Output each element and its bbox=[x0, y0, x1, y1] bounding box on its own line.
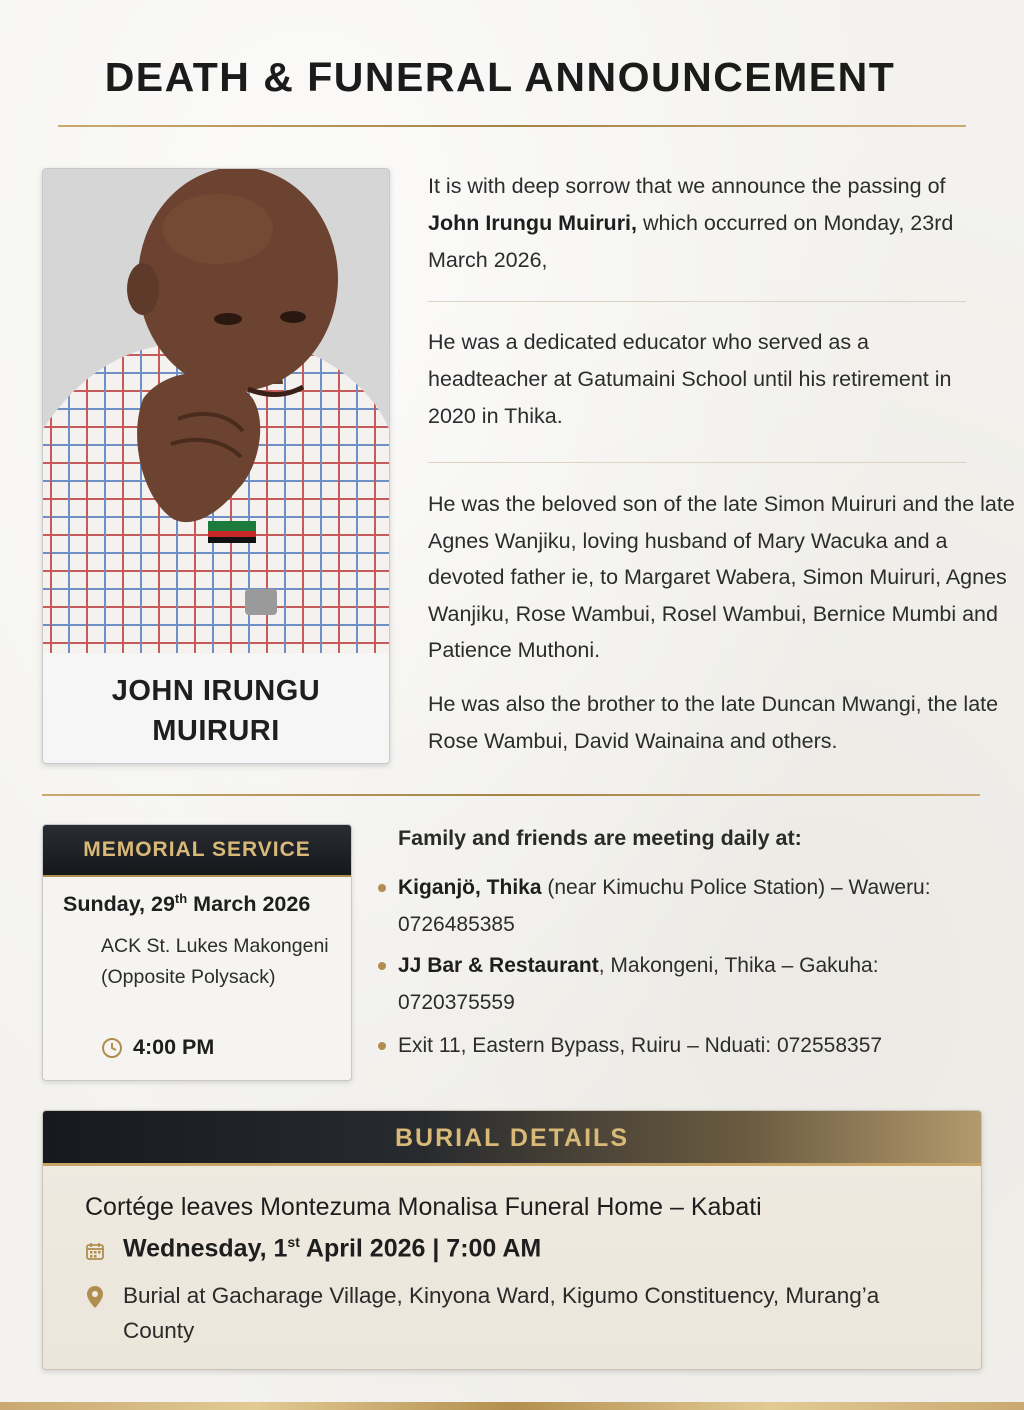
meeting-title: Family and friends are meeting daily at: bbox=[398, 826, 802, 850]
burial-date-rest: April 2026 | 7:00 AM bbox=[299, 1234, 542, 1263]
meeting-place-detail: (near Kimuchu Police Station) – Waweru: 0726485385 bbox=[398, 876, 931, 936]
meeting-item bbox=[398, 1028, 998, 1065]
bio-paragraph-career: He was a dedicated educator who served as a headteacher at Gatumaini School until his retirement in 2020 in Thika. bbox=[428, 330, 952, 428]
cortege-info: Cortége leaves Montezuma Monalisa Funeral Home – Kabati bbox=[85, 1193, 762, 1221]
portrait-name-line2: MUIRURI bbox=[152, 715, 280, 747]
portrait-card bbox=[42, 168, 390, 764]
calendar-icon bbox=[85, 1241, 105, 1261]
memorial-date-rest: March 2026 bbox=[187, 892, 311, 917]
burial-date-time bbox=[123, 1234, 541, 1263]
memorial-service-heading: MEMORIAL SERVICE bbox=[43, 825, 351, 877]
bullet-icon bbox=[378, 1042, 386, 1050]
meeting-place-detail: Exit 11, Eastern Bypass, Ruiru – Nduati: 072558357 bbox=[398, 1034, 883, 1057]
page-title: DEATH & FUNERAL ANNOUNCEMENT bbox=[104, 54, 896, 100]
meeting-place-name: JJ Bar & Restaurant bbox=[398, 954, 599, 977]
bio-paragraph-announcement bbox=[428, 168, 968, 279]
bio-divider bbox=[428, 301, 966, 302]
portrait-name-line1: JOHN IRUNGU bbox=[111, 675, 321, 707]
bullet-icon bbox=[378, 884, 386, 892]
bio-paragraph-family: He was the beloved son of the late Simon Muiruri and the late Agnes Wanjiku, loving husband of Mary Wacuka and a devoted father ie, to Margaret Wabera, Simon Muiruri, Agnes Wanjiku, Rose Wambui, Rosel Wambui, Bernice Mumbi and Patience Muthoni. bbox=[428, 492, 1015, 662]
meeting-item bbox=[398, 948, 998, 1021]
memorial-date-day: Sunday, 29 bbox=[63, 892, 175, 917]
bottom-border bbox=[0, 1402, 1024, 1410]
bio-p1-text-after: which occurred on Monday, 23rd March 2026, bbox=[428, 211, 954, 272]
memorial-service-card bbox=[42, 824, 352, 1081]
portrait-name bbox=[43, 671, 389, 751]
meeting-place-name: Kiganjö, Thika bbox=[398, 876, 542, 899]
bio-p1-text-before: It is with deep sorrow that we announce the passing of bbox=[428, 174, 946, 198]
clock-icon bbox=[101, 1037, 123, 1059]
burial-location: Burial at Gacharage Village, Kinyona Ward, Kigumo Constituency, Murang’a County bbox=[123, 1283, 880, 1343]
memorial-time bbox=[101, 1035, 214, 1060]
memorial-venue: ACK St. Lukes Makongeni (Opposite Polysack) bbox=[101, 935, 329, 988]
burial-details-heading: BURIAL DETAILS bbox=[43, 1111, 981, 1166]
meeting-item bbox=[398, 870, 998, 943]
deceased-name: John Irungu Muiruri, bbox=[428, 211, 638, 235]
burial-details-card bbox=[42, 1110, 982, 1370]
meeting-place-detail: , Makongeni, Thika – Gakuha: 0720375559 bbox=[398, 954, 879, 1014]
bio-paragraph-siblings: He was also the brother to the late Duncan Mwangi, the late Rose Wambui, David Wainaina and others. bbox=[428, 692, 999, 753]
divider-top bbox=[58, 125, 966, 127]
burial-date-day: Wednesday, 1 bbox=[123, 1234, 288, 1263]
bio-divider bbox=[428, 462, 966, 463]
portrait-photo bbox=[43, 169, 389, 653]
location-pin-icon bbox=[85, 1285, 105, 1309]
memorial-time-text: 4:00 PM bbox=[133, 1035, 215, 1059]
memorial-date bbox=[63, 891, 310, 917]
memorial-date-suffix: th bbox=[174, 891, 188, 906]
burial-date-suffix: st bbox=[287, 1234, 300, 1250]
bullet-icon bbox=[378, 962, 386, 970]
meeting-places bbox=[398, 826, 998, 1057]
divider-middle bbox=[42, 794, 980, 796]
